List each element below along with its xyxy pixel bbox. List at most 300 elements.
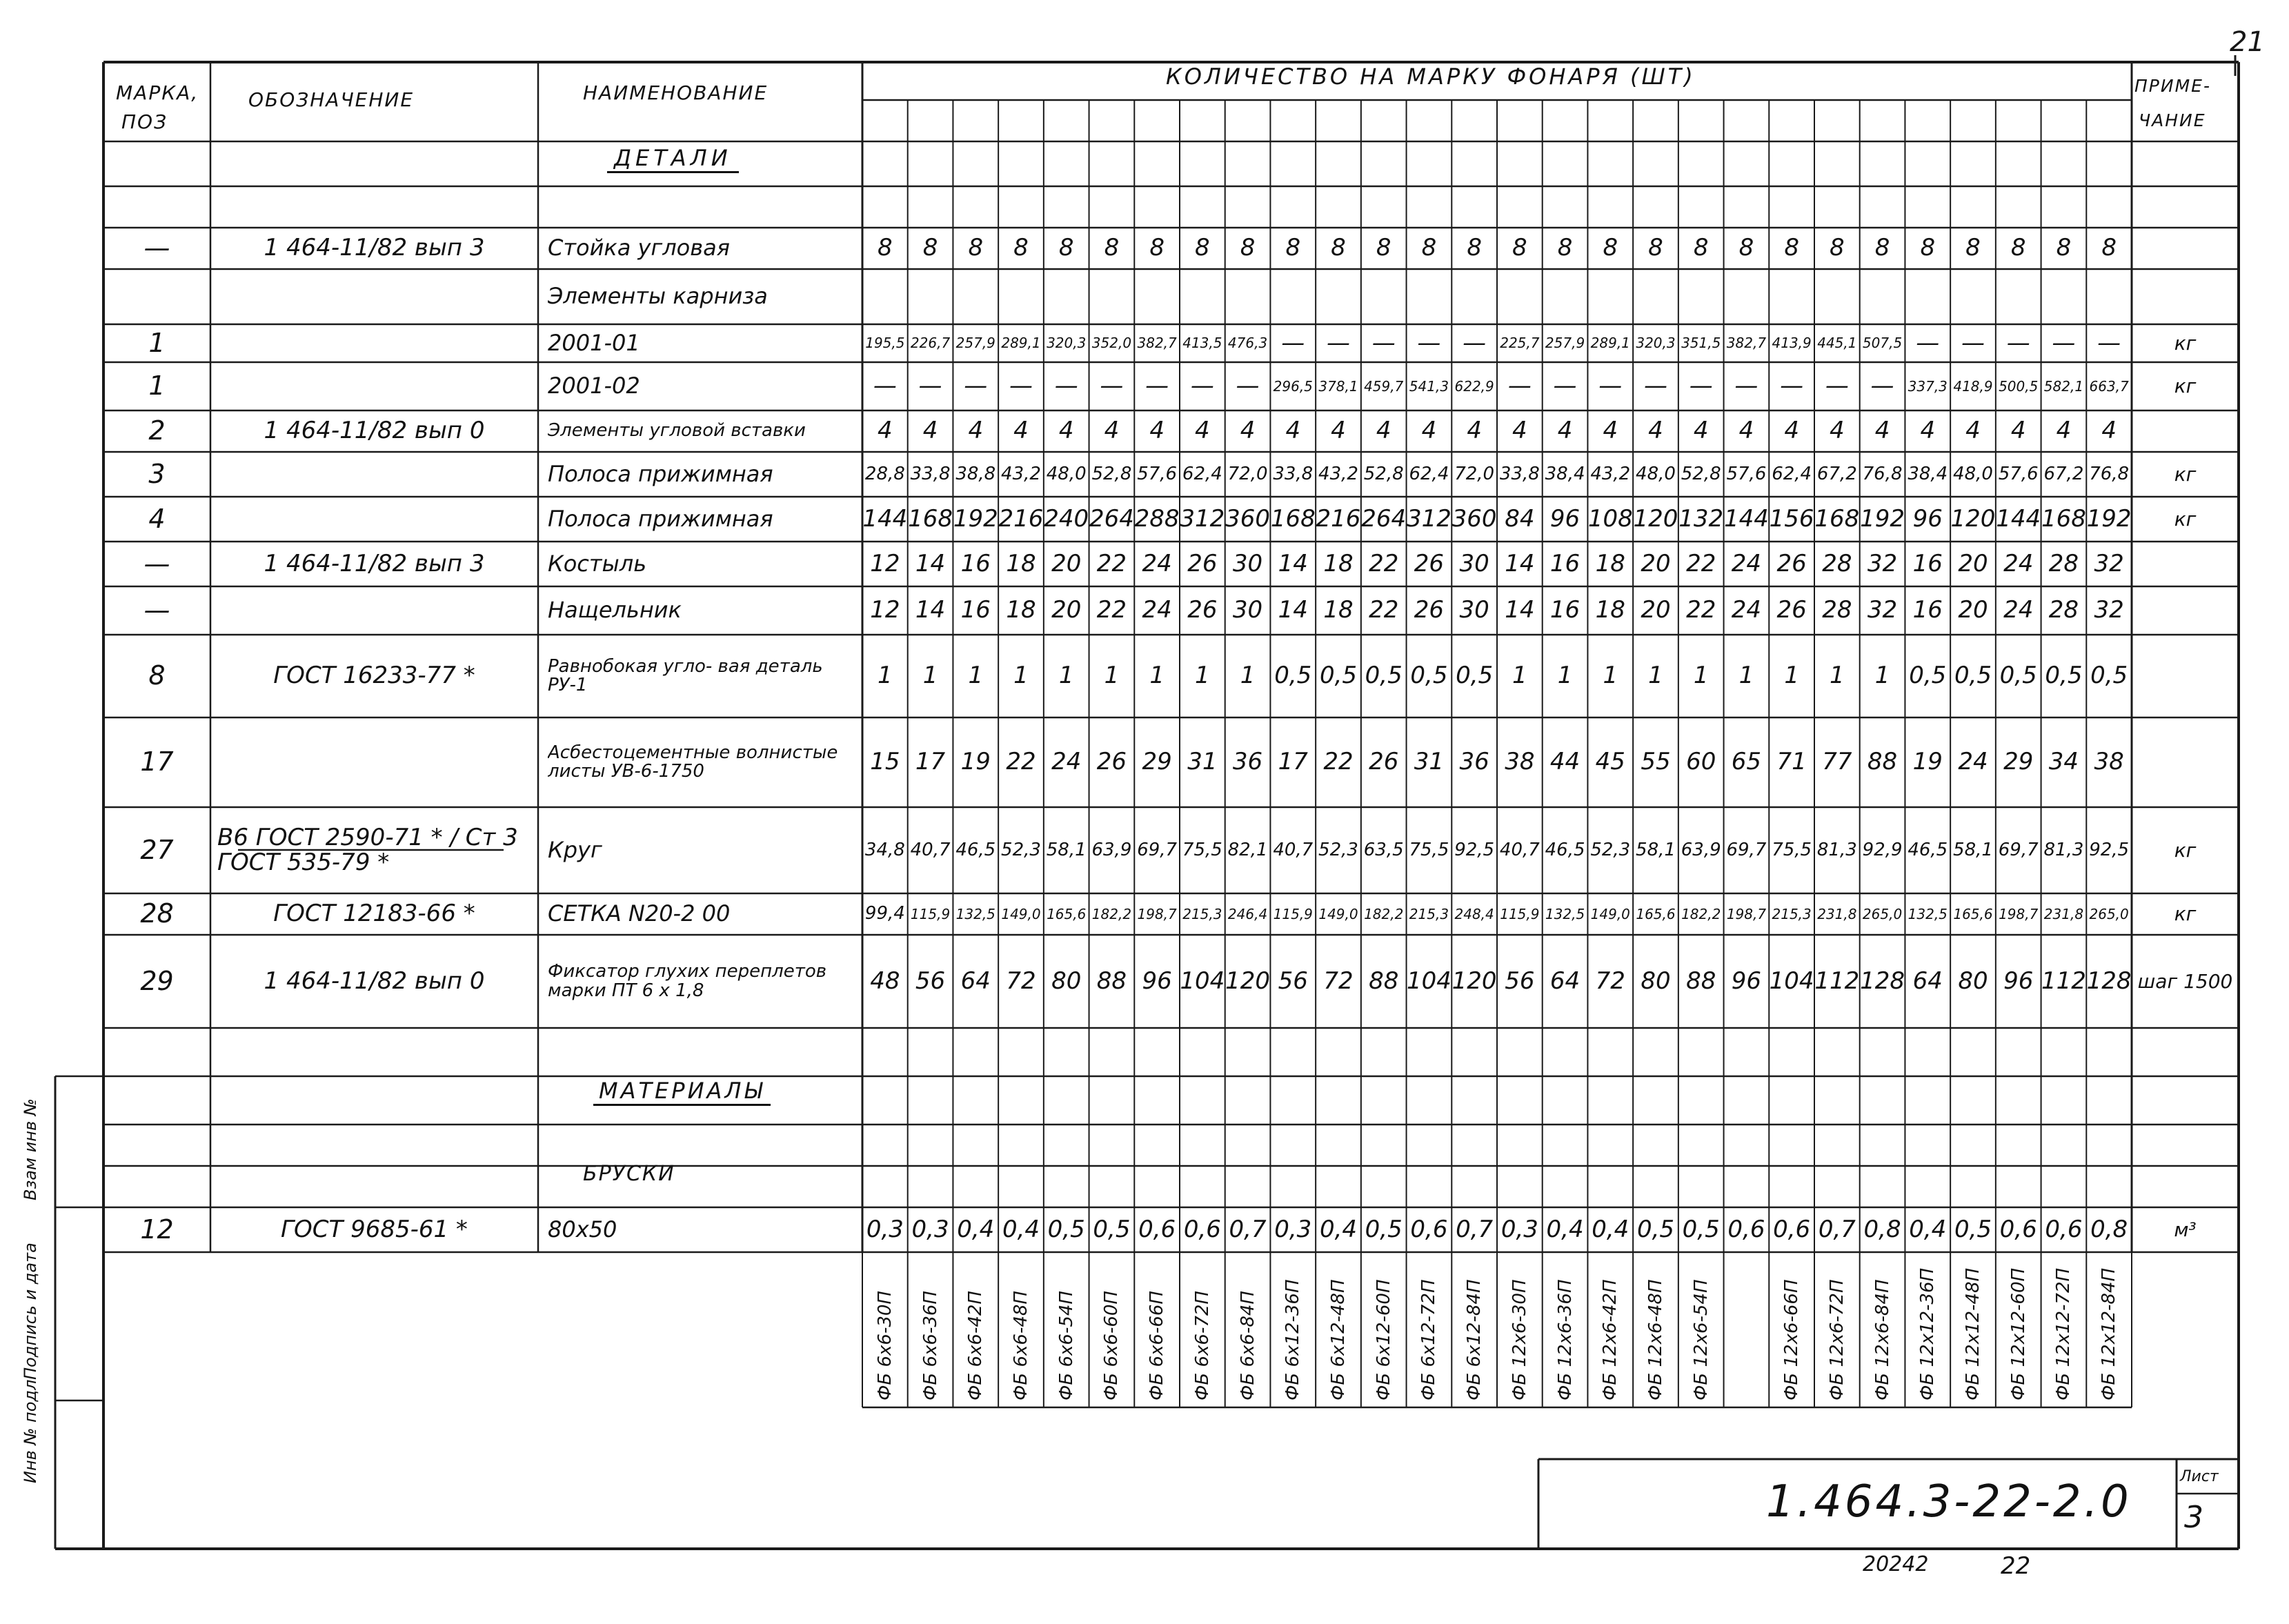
row-mark: 4 [148,503,166,534]
row-value: 38,4 [1545,463,1585,484]
row-value: 1 [1104,662,1120,690]
row-value: 8 [2101,234,2117,262]
row-value: 31 [1414,748,1445,776]
row-value: 14 [1278,596,1308,624]
row-value: 28 [2048,596,2079,624]
row-value: 108 [1587,504,1633,533]
row-value: 32 [2094,549,2124,577]
row-value: 8 [2056,234,2072,262]
row-value: 132,5 [955,905,995,922]
row-value: 0,4 [1592,1215,1629,1243]
row-value: 67,2 [2043,463,2084,484]
row-value: 48,0 [1636,463,1676,484]
row-designation: 1 464-11/82 вып 3 [264,234,485,262]
row-value: 168 [2041,504,2086,533]
column-mark-label: ФБ 12х6-30П [1509,1279,1530,1400]
row-value: 52,3 [1590,839,1631,860]
row-value: 32 [2094,596,2124,624]
row-value: 4 [878,417,893,445]
row-value: 0,3 [911,1215,949,1243]
row-note: шаг 1500 [2137,969,2233,993]
row-value: 0,5 [2045,662,2083,690]
row-mark: — [143,232,170,264]
row-value: 1 [1195,662,1210,690]
row-value: 8 [878,234,893,262]
row-value: 4 [1058,417,1074,445]
row-value: 4 [1240,417,1256,445]
row-value: 46,5 [1908,839,1948,860]
row-value: 56 [1505,967,1535,995]
row-value: 115,9 [910,905,951,922]
row-value: 165,6 [1953,905,1993,922]
row-value: 4 [1195,417,1210,445]
row-value: 500,5 [1999,377,2039,395]
row-value: 120 [1225,967,1270,995]
row-value: 20 [1641,549,1671,577]
row-value: 55 [1641,748,1671,776]
row-value: 14 [1505,549,1535,577]
row-value: 31 [1187,748,1218,776]
row-value: 40,7 [910,839,951,860]
row-value: 8 [1149,234,1165,262]
row-value: 52,3 [1318,839,1358,860]
row-value: 88 [1096,967,1127,995]
row-designation: ГОСТ 12183-66 * [273,900,475,928]
row-value: 8 [1738,234,1754,262]
row-value: 88 [1686,967,1716,995]
row-value: 15 [870,748,900,776]
column-mark-label: ФБ 12х12-60П [2008,1267,2029,1400]
row-value: 8 [1376,234,1391,262]
row-value: 4 [2101,417,2117,445]
column-mark-label: ФБ 12х12-48П [1963,1267,1983,1400]
row-value: 0,6 [1727,1215,1765,1243]
row-value: 231,8 [1817,905,1857,922]
row-value: 69,7 [1726,839,1767,860]
row-value: 192 [953,504,998,533]
row-value: 360 [1451,504,1497,533]
row-value: 88 [1369,967,1399,995]
row-value: 64 [960,967,991,995]
row-value: 0,5 [1365,1215,1403,1243]
header-kolichestvo: КОЛИЧЕСТВО НА МАРКУ ФОНАРЯ (ШТ) [1166,63,1696,90]
side-label-inv: Инв № подл [21,1379,40,1483]
row-mark [103,269,210,324]
row-value: 382,7 [1726,335,1767,351]
row-value: 0,6 [2045,1215,2083,1243]
row-value: 168 [908,504,953,533]
header-marka: МАРКА, [116,81,199,104]
row-value: 26 [1776,549,1807,577]
column-mark-label: ФБ 12х6-54П [1690,1279,1712,1400]
column-mark-label: ФБ 6х12-48П [1328,1279,1349,1400]
row-value: 62,4 [1182,463,1222,484]
row-value: 4 [1830,417,1845,445]
side-label-replace: Взам инв № [21,1098,40,1200]
row-value: 52,8 [1363,463,1404,484]
row-value: 96 [2003,967,2034,995]
row-value: 18 [1595,596,1625,624]
row-value: 541,3 [1409,377,1449,395]
row-value: 1 [1874,662,1890,690]
row-value: 0,4 [1546,1215,1584,1243]
row-value: 198,7 [1726,905,1767,922]
row-value: 26 [1776,596,1807,624]
row-value: 4 [1693,417,1709,445]
row-value: 1 [1784,662,1799,690]
row-value: 92,5 [2089,839,2130,860]
row-value: 337,3 [1908,377,1948,395]
row-value: 215,3 [1182,905,1222,922]
row-value: 0,5 [1319,662,1358,690]
row-name: Костыль [548,550,647,577]
row-value: 231,8 [2043,905,2084,922]
row-value: 132,5 [1908,905,1948,922]
row-value: 128 [1860,967,1905,995]
row-value: 20 [1958,549,1988,577]
row-value: 1 [922,662,938,690]
row-value: 60 [1686,748,1716,776]
row-mark: 2 [148,415,166,446]
row-name: Стойка угловая [548,235,730,261]
row-value: 22 [1096,549,1127,577]
row-value: 104 [1406,967,1451,995]
row-value: 352,0 [1091,335,1132,351]
row-value: — [1326,328,1350,357]
row-value: 413,9 [1772,335,1812,351]
row-value: 0,3 [1500,1215,1538,1243]
row-value: 120 [1633,504,1678,533]
row-value: 34,8 [864,839,905,860]
row-value: 22 [1686,549,1716,577]
row-value: 16 [1549,549,1580,577]
row-value: 76,8 [1862,463,1903,484]
row-value: 0,5 [1456,662,1494,690]
row-value: 22 [1686,596,1716,624]
row-value: 57,6 [1998,463,2039,484]
row-mark: 3 [148,458,166,489]
row-value: 149,0 [1318,905,1358,922]
row-value: 104 [1180,967,1225,995]
footer-page: 22 [2001,1552,2031,1580]
row-mark: 17 [140,746,174,778]
row-name: Полоса прижимная [548,460,773,487]
row-designation: ГОСТ 16233-77 * [273,662,475,690]
row-name: Равнобокая угло- вая деталь РУ-1 [548,655,823,695]
row-value: 1 [968,662,984,690]
row-value: 29 [2003,748,2034,776]
row-name: Асбестоцементные волнистые листы УВ-6-1750 [548,742,838,782]
row-value: 16 [1912,596,1943,624]
row-designation: 1 464-11/82 вып 0 [264,967,485,995]
row-value: 0,5 [1047,1215,1085,1243]
row-value: 507,5 [1862,335,1903,351]
row-value: 418,9 [1953,377,1993,395]
row-value: 14 [915,596,946,624]
row-value: 4 [1421,417,1437,445]
row-value: 8 [1784,234,1799,262]
row-value: 226,7 [910,335,951,351]
row-mark: 28 [140,898,174,929]
row-value: 320,3 [1047,335,1087,351]
row-value: 58,1 [1046,839,1087,860]
row-value: 265,0 [2089,905,2129,922]
row-value: 413,5 [1182,335,1222,351]
row-value: 8 [1648,234,1663,262]
row-value: 225,7 [1500,335,1540,351]
row-value: 0,6 [1410,1215,1448,1243]
header-oboznachenie: ОБОЗНАЧЕНИЕ [248,88,415,111]
row-note: кг [2174,902,2197,926]
row-value: 0,5 [1410,662,1448,690]
stamp-sheet-label: Лист [2180,1468,2219,1485]
row-value: 45 [1595,748,1625,776]
row-value: 8 [1285,234,1301,262]
row-value: 1 [1738,662,1754,690]
row-value: 69,7 [1137,839,1178,860]
row-value: 26 [1369,748,1399,776]
row-value: 8 [1830,234,1845,262]
row-value: 82,1 [1227,839,1268,860]
row-value: 459,7 [1364,377,1404,395]
row-value: 4 [1285,417,1301,445]
row-value: — [2006,328,2030,357]
row-value: 257,9 [955,335,995,351]
row-value: 192 [2086,504,2132,533]
row-value: 26 [1414,549,1445,577]
row-value: 165,6 [1047,905,1087,922]
row-value: — [1190,372,1214,400]
row-value: 24 [1142,549,1172,577]
row-value: — [1371,328,1396,357]
row-value: 48,0 [1046,463,1087,484]
row-value: — [1553,372,1577,400]
row-designation: 1 464-11/82 вып 0 [264,417,485,445]
stamp-code: 1.464.3-22-2.0 [1766,1476,2132,1527]
row-designation: ГОСТ 9685-61 * [281,1215,468,1243]
row-value: 120 [1950,504,1996,533]
row-value: 1 [1013,662,1029,690]
row-value: — [1643,372,1667,400]
column-mark-label: ФБ 6х6-72П [1191,1291,1213,1400]
row-value: 156 [1769,504,1814,533]
row-value: 144 [1723,504,1769,533]
row-name: Фиксатор глухих переплетов марки ПТ 6 х 1,8 [548,961,827,1001]
row-value: 38 [1505,748,1535,776]
row-value: 168 [1270,504,1316,533]
row-value: 104 [1769,967,1814,995]
row-value: 99,4 [864,903,905,924]
header-naimenovanie: НАИМЕНОВАНИЕ [583,81,769,104]
row-value: 8 [922,234,938,262]
row-value: 149,0 [1590,905,1630,922]
row-value: 4 [1512,417,1527,445]
row-value: 4 [922,417,938,445]
row-value: 20 [1051,596,1082,624]
row-value: 312 [1180,504,1225,533]
row-value: 0,4 [1002,1215,1040,1243]
column-mark-label: ФБ 6х6-42П [965,1291,987,1400]
row-value: 0,7 [1456,1215,1494,1243]
row-value: 1 [1240,662,1256,690]
row-value: 0,3 [866,1215,904,1243]
row-name: 80х50 [548,1216,617,1242]
row-value: 16 [1912,549,1943,577]
column-mark-label: ФБ 12х12-72П [2053,1267,2074,1400]
row-value: 198,7 [1999,905,2039,922]
row-value: 264 [1089,504,1134,533]
row-name: Полоса прижимная [548,505,773,532]
row-note: кг [2174,838,2197,862]
row-value: 4 [1013,417,1029,445]
row-value: 26 [1414,596,1445,624]
row-value: — [1870,372,1894,400]
row-value: 8 [1240,234,1256,262]
row-value: — [1417,328,1441,357]
row-value: 62,4 [1409,463,1449,484]
row-value: 17 [1278,748,1308,776]
row-note: кг [2174,507,2197,531]
row-value: 120 [1451,967,1497,995]
row-value: 96 [1912,504,1943,533]
row-value: 215,3 [1772,905,1812,922]
row-value: 0,5 [1954,662,1992,690]
row-value: 19 [1912,748,1943,776]
row-value: 48,0 [1953,463,1993,484]
row-value: 43,2 [1001,463,1041,484]
row-value: 17 [915,748,946,776]
row-value: 28 [2048,549,2079,577]
row-value: 40,7 [1499,839,1540,860]
row-designation: 1 464-11/82 вып 3 [264,549,485,577]
row-value: 8 [1421,234,1437,262]
row-value: 24 [1731,596,1762,624]
column-mark-label: ФБ 12х6-84П [1872,1279,1893,1400]
row-value: 8 [968,234,984,262]
row-value: 75,5 [1409,839,1449,860]
row-note: кг [2174,331,2197,355]
row-value: 4 [1149,417,1165,445]
row-value: 0,4 [957,1215,995,1243]
row-value: 63,9 [1091,839,1132,860]
row-value: 18 [1006,549,1036,577]
row-value: 29 [1142,748,1172,776]
row-value: 16 [960,549,991,577]
header-primechanie-2: ЧАНИЕ [2139,110,2206,130]
row-value: 257,9 [1545,335,1585,351]
row-value: 476,3 [1227,335,1268,351]
row-value: 132,5 [1545,905,1585,922]
row-value: 0,8 [1863,1215,1901,1243]
row-value: 4 [1603,417,1618,445]
row-value: 33,8 [1499,463,1540,484]
stamp-sheet-number: 3 [2184,1500,2203,1535]
row-value: 18 [1006,596,1036,624]
row-value: 8 [1603,234,1618,262]
section-detali: ДЕТАЛИ [607,145,739,173]
row-value: 663,7 [2089,377,2129,395]
column-mark-label: ФБ 6х6-60П [1101,1291,1122,1400]
footer-number: 20242 [1863,1552,1929,1576]
column-mark-label: ФБ 6х6-48П [1011,1291,1031,1400]
row-value: 246,4 [1227,905,1268,922]
row-value: 4 [1920,417,1936,445]
row-value: — [1100,372,1124,400]
row-value: 57,6 [1137,463,1178,484]
row-value: 18 [1323,596,1354,624]
row-value: 4 [1965,417,1981,445]
row-value: 4 [1648,417,1663,445]
row-value: — [2097,328,2121,357]
row-mark: — [143,595,170,626]
row-value: 4 [1467,417,1482,445]
row-name: Элементы карниза [548,283,768,310]
column-mark-label: ФБ 12х12-84П [2099,1267,2120,1400]
row-value: 62,4 [1772,463,1812,484]
row-value: 65 [1731,748,1762,776]
row-value: 0,4 [1319,1215,1358,1243]
row-value: 33,8 [1273,463,1314,484]
row-value: 28,8 [864,463,905,484]
row-value: 30 [1232,549,1263,577]
row-value: — [1689,372,1713,400]
row-value: 14 [1505,596,1535,624]
row-note: кг [2174,375,2197,398]
row-value: 22 [1369,596,1399,624]
row-value: 216 [998,504,1044,533]
row-value: 8 [1512,234,1527,262]
row-value: 57,6 [1726,463,1767,484]
row-value: 30 [1459,549,1489,577]
column-mark-label: ФБ 6х6-84П [1237,1291,1258,1400]
row-value: 16 [1549,596,1580,624]
corner-mark: 21 [2230,26,2265,58]
row-value: 445,1 [1817,335,1857,351]
row-value: 4 [1557,417,1573,445]
row-value: 0,5 [1954,1215,1992,1243]
row-value: 12 [870,596,900,624]
row-value: 32 [1867,596,1898,624]
header-poz: ПОЗ [121,110,168,133]
row-value: 8 [1195,234,1210,262]
row-value: 24 [2003,549,2034,577]
row-value: 20 [1051,549,1082,577]
row-value: 76,8 [2089,463,2130,484]
header-primechanie-1: ПРИМЕ- [2134,76,2211,96]
row-value: 80 [1958,967,1988,995]
row-value: 56 [915,967,946,995]
row-value: 36 [1232,748,1263,776]
row-value: — [1145,372,1169,400]
row-value: 1 [1830,662,1845,690]
column-mark-label: ФБ 6х6-54П [1056,1291,1077,1400]
column-mark-label: ФБ 6х6-30П [874,1291,895,1400]
row-mark: 29 [140,965,174,996]
row-value: 24 [1731,549,1762,577]
row-value: 0,5 [2090,662,2128,690]
row-value: 24 [2003,596,2034,624]
row-value: 132 [1678,504,1724,533]
column-mark-label: ФБ 6х6-36П [920,1291,941,1400]
row-value: 4 [1738,417,1754,445]
row-value: 296,5 [1273,377,1313,395]
row-name: Нащельник [548,597,682,624]
column-mark-label: ФБ 12х12-36П [1917,1267,1939,1400]
row-value: — [1281,328,1305,357]
row-value: 8 [1467,234,1482,262]
row-value: 16 [960,596,991,624]
row-value: 20 [1641,596,1671,624]
